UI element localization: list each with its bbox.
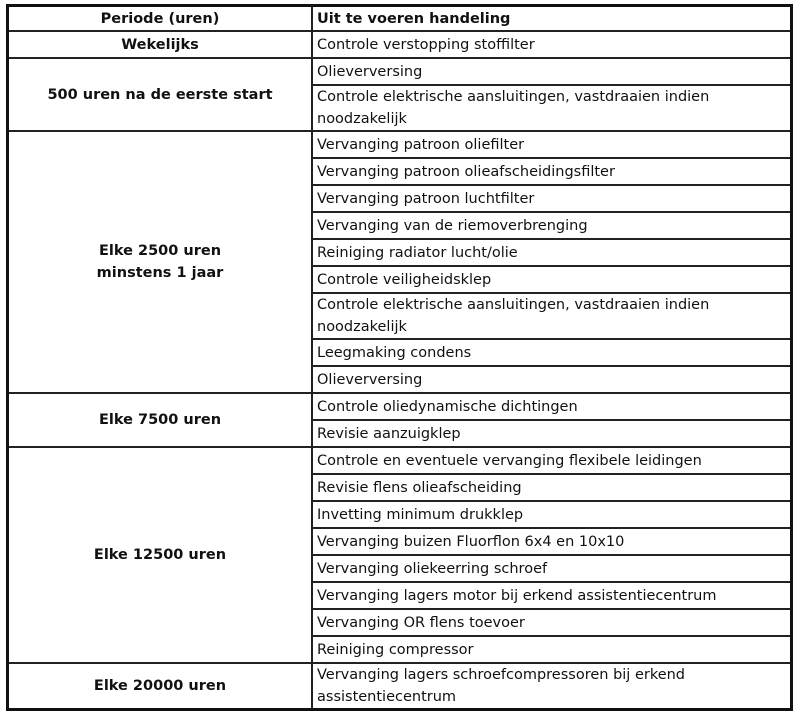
action-cell: Leegmaking condens — [312, 339, 792, 366]
action-cell: Vervanging buizen Fluorflon 6x4 en 10x10 — [312, 528, 792, 555]
period-cell — [8, 31, 313, 58]
table-row — [8, 131, 792, 158]
action-cell: Olieverversing — [312, 366, 792, 393]
table-row — [8, 663, 792, 710]
period-cell — [8, 393, 313, 447]
action-cell: Reiniging radiator lucht/olie — [312, 239, 792, 266]
table-row — [8, 393, 792, 420]
action-cell: Vervanging lagers motor bij erkend assistentiecentrum — [312, 582, 792, 609]
period-label: Elke 12500 uren — [93, 547, 227, 563]
period-cell — [8, 58, 313, 131]
action-cell: Revisie flens olieafscheiding — [312, 474, 792, 501]
maintenance-table — [6, 4, 793, 711]
period-label: 500 uren na de eerste start — [47, 86, 273, 103]
action-cell: Reiniging compressor — [312, 636, 792, 663]
action-cell: Vervanging patroon oliefilter — [312, 131, 792, 158]
period-label: Elke 7500 uren — [98, 412, 222, 428]
action-cell: Controle verstopping stoffilter — [312, 31, 792, 58]
period-label: Elke 20000 uren — [93, 678, 227, 694]
period-cell — [8, 447, 313, 663]
period-label: Elke 2500 uren — [98, 243, 222, 259]
action-cell: Controle oliedynamische dichtingen — [312, 393, 792, 420]
action-cell: Controle elektrische aansluitingen, vastdraaien indien noodzakelijk — [312, 293, 792, 339]
action-cell: Revisie aanzuigklep — [312, 420, 792, 447]
table-row — [8, 447, 792, 474]
header-action: Uit te voeren handeling — [312, 6, 792, 32]
period-cell — [8, 131, 313, 393]
period-cell — [8, 663, 313, 710]
header-row — [8, 6, 792, 32]
action-cell: Controle veiligheidsklep — [312, 266, 792, 293]
action-cell: Controle elektrische aansluitingen, vastdraaien indien noodzakelijk — [312, 85, 792, 131]
action-cell: Controle en eventuele vervanging flexibele leidingen — [312, 447, 792, 474]
table-row — [8, 58, 792, 85]
action-cell: Vervanging patroon luchtfilter — [312, 185, 792, 212]
period-label: minstens 1 jaar — [96, 265, 224, 281]
action-cell: Vervanging oliekeerring schroef — [312, 555, 792, 582]
action-cell: Vervanging van de riemoverbrenging — [312, 212, 792, 239]
action-cell: Olieverversing — [312, 58, 792, 85]
action-cell: Vervanging OR flens toevoer — [312, 609, 792, 636]
table-row — [8, 31, 792, 58]
header-period: Periode (uren) — [8, 6, 313, 32]
action-cell: Vervanging lagers schroefcompressoren bij erkend assistentiecentrum — [312, 663, 792, 710]
period-label: Wekelijks — [121, 36, 199, 53]
action-cell: Vervanging patroon olieafscheidingsfilter — [312, 158, 792, 185]
action-cell: Invetting minimum drukklep — [312, 501, 792, 528]
